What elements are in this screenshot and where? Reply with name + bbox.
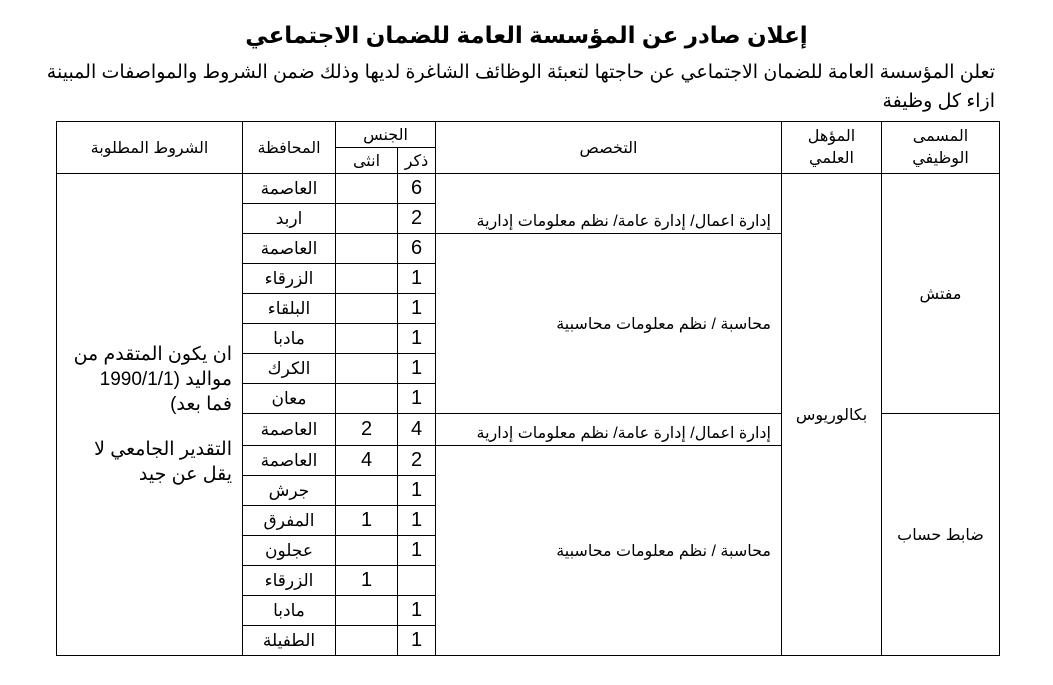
female-count — [336, 294, 398, 324]
female-count — [336, 354, 398, 384]
vacancies-table — [56, 121, 1000, 656]
female-count: 1 — [336, 506, 398, 536]
job-title-inspector: مفتش — [882, 174, 1000, 414]
header-governorate: المحافظة — [243, 122, 336, 174]
governorate-cell: اربد — [243, 204, 336, 234]
condition-birthdate: ان يكون المتقدم من مواليد (1990/1/1 فما بعد) — [73, 344, 232, 415]
governorate-cell: العاصمة — [243, 414, 336, 446]
female-count — [336, 476, 398, 506]
male-count: 1 — [398, 354, 436, 384]
female-count — [336, 204, 398, 234]
male-count — [398, 566, 436, 596]
header-male: ذكر — [398, 148, 436, 174]
female-count — [336, 384, 398, 414]
governorate-cell: جرش — [243, 476, 336, 506]
governorate-cell: الطفيلة — [243, 626, 336, 656]
female-count — [336, 626, 398, 656]
job-title-accountant: ضابط حساب — [882, 414, 1000, 656]
female-count — [336, 174, 398, 204]
header-qualification: المؤهل العلمي — [782, 122, 882, 174]
governorate-cell: المفرق — [243, 506, 336, 536]
female-count: 2 — [336, 414, 398, 446]
governorate-cell: الكرك — [243, 354, 336, 384]
governorate-cell: عجلون — [243, 536, 336, 566]
table-row — [57, 174, 1000, 204]
governorate-cell: العاصمة — [243, 234, 336, 264]
female-count: 1 — [336, 566, 398, 596]
governorate-cell: الزرقاء — [243, 566, 336, 596]
header-job-title: المسمى الوظيفي — [882, 122, 1000, 174]
male-count: 2 — [398, 204, 436, 234]
male-count: 1 — [398, 626, 436, 656]
male-count: 1 — [398, 506, 436, 536]
male-count: 1 — [398, 384, 436, 414]
governorate-cell: مادبا — [243, 596, 336, 626]
conditions-cell — [57, 174, 243, 656]
condition-grade: التقدير الجامعي لا يقل عن جيد — [94, 439, 232, 485]
governorate-cell: العاصمة — [243, 446, 336, 476]
announcement-title: إعلان صادر عن المؤسسة العامة للضمان الاجتماعي — [245, 22, 808, 48]
female-count — [336, 324, 398, 354]
male-count: 1 — [398, 476, 436, 506]
header-female: انثى — [336, 148, 398, 174]
female-count — [336, 536, 398, 566]
governorate-cell: معان — [243, 384, 336, 414]
male-count: 4 — [398, 414, 436, 446]
header-specialization: التخصص — [436, 122, 782, 174]
governorate-cell: البلقاء — [243, 294, 336, 324]
male-count: 1 — [398, 264, 436, 294]
female-count — [336, 264, 398, 294]
qualification-cell: بكالوريوس — [782, 174, 882, 656]
female-count — [336, 234, 398, 264]
specialization-business-1: إدارة اعمال/ إدارة عامة/ نظم معلومات إدارية — [436, 174, 782, 234]
male-count: 2 — [398, 446, 436, 476]
header-gender: الجنس — [336, 122, 436, 148]
male-count: 1 — [398, 294, 436, 324]
female-count — [336, 596, 398, 626]
male-count: 1 — [398, 536, 436, 566]
header-conditions: الشروط المطلوبة — [57, 122, 243, 174]
governorate-cell: مادبا — [243, 324, 336, 354]
specialization-accounting-1: محاسبة / نظم معلومات محاسبية — [436, 234, 782, 414]
governorate-cell: العاصمة — [243, 174, 336, 204]
announcement-intro: تعلن المؤسسة العامة للضمان الاجتماعي عن حاجتها لتعبئة الوظائف الشاغرة لديها وذلك ضمن الشروط والمواصفات المبينة ازاء كل وظيفة — [46, 62, 995, 112]
male-count: 6 — [398, 174, 436, 204]
governorate-cell: الزرقاء — [243, 264, 336, 294]
female-count: 4 — [336, 446, 398, 476]
male-count: 1 — [398, 324, 436, 354]
male-count: 1 — [398, 596, 436, 626]
specialization-business-2: إدارة اعمال/ إدارة عامة/ نظم معلومات إدارية — [436, 414, 782, 446]
specialization-accounting-2: محاسبة / نظم معلومات محاسبية — [436, 446, 782, 656]
male-count: 6 — [398, 234, 436, 264]
